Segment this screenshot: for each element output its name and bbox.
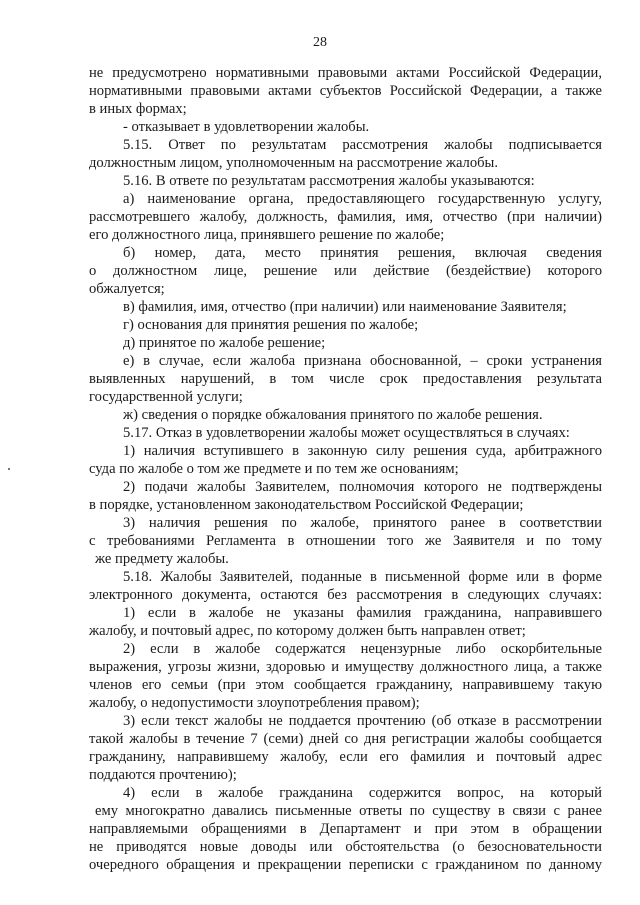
text-line: ж) сведения о порядке обжалования принятого по жалобе решения. xyxy=(123,407,543,423)
text-line: 5.15. Ответ по результатам рассмотрения жалобы подписывается xyxy=(123,137,602,153)
page-number: 28 xyxy=(313,35,327,50)
text-line: очередного обращения и прекращении переписки с гражданином по данному xyxy=(89,857,602,873)
text-line: электронного документа, остаются без рассмотрения в следующих случаях: xyxy=(89,587,602,603)
text-line: ему многократно давались письменные ответы по существу в связи с ранее xyxy=(95,803,602,819)
text-line: а) наименование органа, предоставляющего государственную услугу, xyxy=(123,191,602,207)
text-line: в) фамилия, имя, отчество (при наличии) или наименование Заявителя; xyxy=(123,299,567,315)
document-body xyxy=(89,64,602,874)
text-line: 3) наличия решения по жалобе, принятого ранее в соответствии xyxy=(123,515,602,531)
text-line: г) основания для принятия решения по жалобе; xyxy=(123,317,419,333)
text-line: 5.17. Отказ в удовлетворении жалобы может осуществляться в случаях: xyxy=(123,425,570,441)
text-line: выражения, угрозы жизни, здоровью и имуществу должностного лица, а также xyxy=(89,659,602,675)
text-line: нормативными правовыми актами субъектов Российской Федерации, а также xyxy=(89,83,602,99)
text-line: 5.18. Жалобы Заявителей, поданные в письменной форме или в форме xyxy=(123,569,602,585)
text-line: гражданину, направившему жалобу, если его фамилия и почтовый адрес xyxy=(89,749,602,765)
scan-speck xyxy=(8,468,10,470)
text-line: не приводятся новые доводы или обстоятельства (о безосновательности xyxy=(89,839,602,855)
text-line: - отказывает в удовлетворении жалобы. xyxy=(123,119,370,135)
text-line: в иных формах; xyxy=(89,101,187,117)
text-line: д) принятое по жалобе решение; xyxy=(123,335,326,351)
text-line: в порядке, установленном законодательством Российской Федерации; xyxy=(89,497,524,513)
text-line: жалобу, и почтовый адрес, по которому должен быть направлен ответ; xyxy=(89,623,526,639)
text-line: его должностного лица, принявшего решение по жалобе; xyxy=(89,227,445,243)
text-line: 2) если в жалобе содержатся нецензурные либо оскорбительные xyxy=(123,641,602,657)
text-line: не предусмотрено нормативными правовыми актами Российской Федерации, xyxy=(89,65,602,81)
text-line: жалобу, о недопустимости злоупотребления правом); xyxy=(89,695,420,711)
text-line: поддаются прочтению); xyxy=(89,767,237,783)
text-line: 1) если в жалобе не указаны фамилия гражданина, направившего xyxy=(123,605,602,621)
text-line: рассмотревшего жалобу, должность, фамилия, имя, отчество (при наличии) xyxy=(89,209,602,225)
text-line: 5.16. В ответе по результатам рассмотрения жалобы указываются: xyxy=(123,173,535,189)
text-line: членов его семьи (при этом сообщается гражданину, направившему такую xyxy=(89,677,602,693)
text-line: е) в случае, если жалоба признана обоснованной, – сроки устранения xyxy=(123,353,602,369)
text-line: обжалуется; xyxy=(89,281,165,297)
text-line: такой жалобы в течение 7 (семи) дней со дня регистрации жалобы сообщается xyxy=(89,731,602,747)
text-line: направляемыми обращениями в Департамент и при этом в обращении xyxy=(89,821,602,837)
text-line: же предмету жалобы. xyxy=(95,551,229,567)
text-line: суда по жалобе о том же предмете и по тем же основаниям; xyxy=(89,461,459,477)
text-line: 1) наличия вступившего в законную силу решения суда, арбитражного xyxy=(123,443,602,459)
text-line: о должностном лице, решение или действие (бездействие) которого xyxy=(89,263,602,279)
text-line: должностным лицом, уполномоченным на рассмотрение жалобы. xyxy=(89,155,499,171)
text-line: государственной услуги; xyxy=(89,389,243,405)
text-line: выявленных нарушений, в том числе срок предоставления результата xyxy=(89,371,602,387)
text-line: 3) если текст жалобы не поддается прочтению (об отказе в рассмотрении xyxy=(123,713,602,729)
text-line: 4) если в жалобе гражданина содержится вопрос, на который xyxy=(123,785,602,801)
text-line: 2) подачи жалобы Заявителем, полномочия которого не подтверждены xyxy=(123,479,602,495)
text-line: б) номер, дата, место принятия решения, включая сведения xyxy=(123,245,602,261)
text-line: с требованиями Регламента в отношении того же Заявителя и по тому xyxy=(89,533,602,549)
